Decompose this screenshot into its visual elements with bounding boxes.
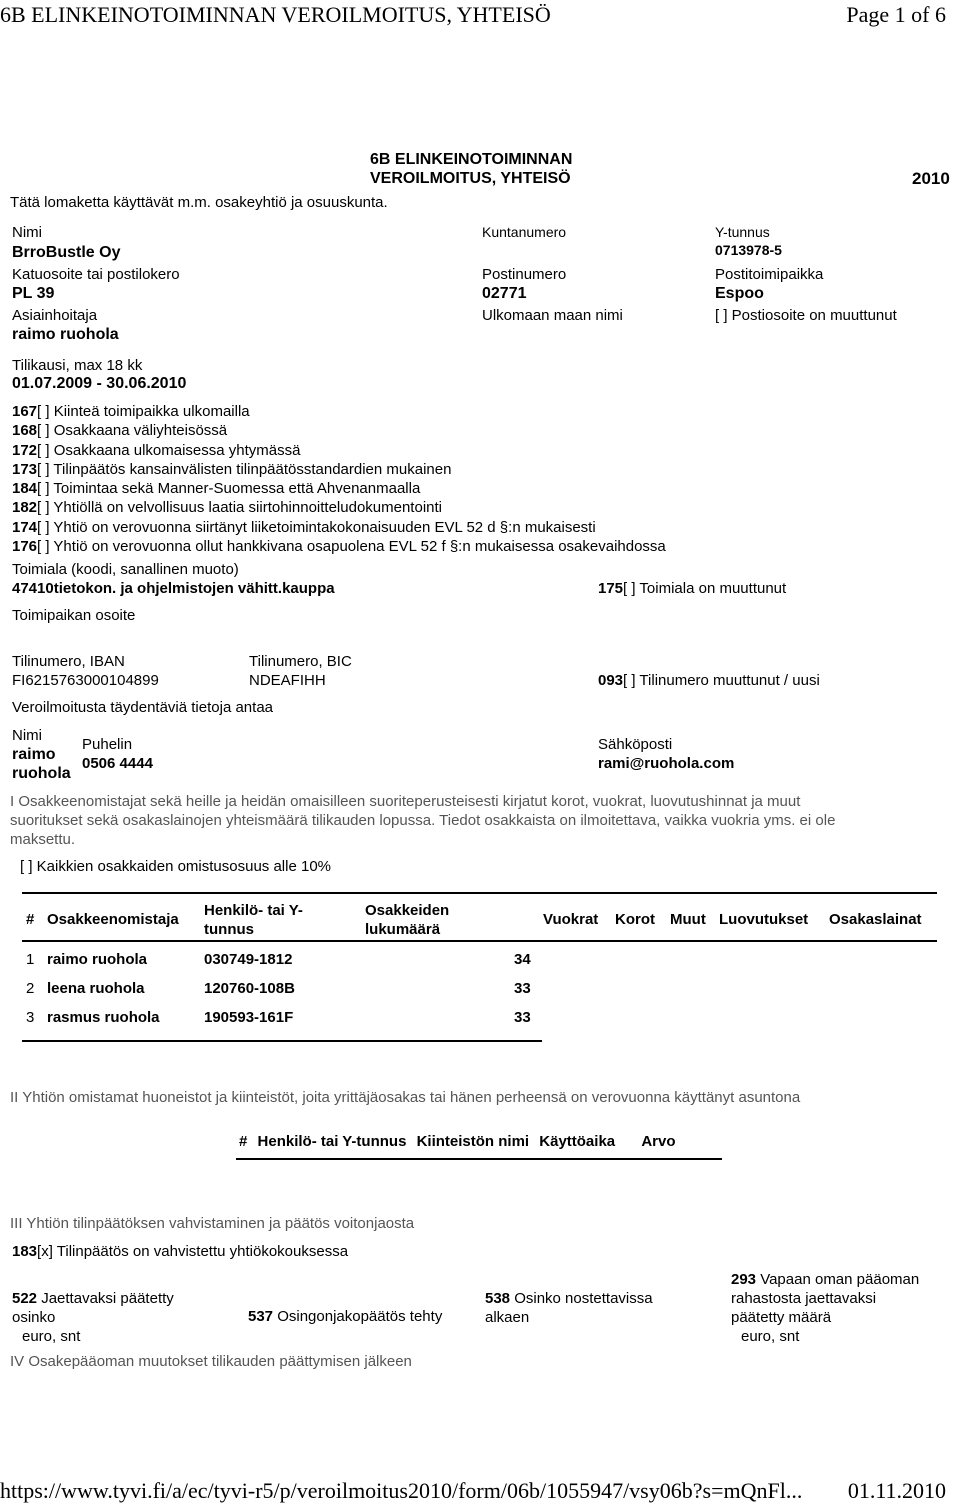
iban-value: FI6215763000104899 (12, 672, 159, 689)
section2-rule (236, 1158, 722, 1160)
col-transfers: Luovutukset (719, 911, 809, 928)
check-item[interactable]: 184[ ] Toimintaa sekä Manner-Suomessa että Ahvenanmaalla (12, 480, 421, 498)
industry-label: Toimiala (koodi, sanallinen muoto) (12, 561, 239, 578)
ytunnus-label: Y-tunnus (715, 224, 770, 240)
footer-url: https://www.tyvi.fi/a/ec/tyvi-r5/p/veroilmoitus2010/form/06b/1055947/vsy06b?s=mQnFl... (0, 1478, 803, 1503)
check-item[interactable]: 182[ ] Yhtiöllä on velvollisuus laatia siirtohinnoitteludokumentointi (12, 499, 442, 517)
phone-value: 0506 4444 (82, 755, 153, 772)
check-item[interactable]: 167[ ] Kiinteä toimipaikka ulkomailla (12, 403, 250, 420)
col-use: Käyttöaika (539, 1133, 616, 1150)
col-num: # (239, 1133, 248, 1150)
page-indicator: Page 1 of 6 (846, 2, 946, 27)
contact-name-label: Nimi (12, 727, 42, 744)
office-address-label: Toimipaikan osoite (12, 607, 136, 624)
contact-info-heading: Veroilmoitusta täydentäviä tietoja antaa (12, 699, 273, 716)
col-property: Kiinteistön nimi (416, 1133, 530, 1150)
col-num: # (26, 911, 35, 928)
industry-value: 47410tietokon. ja ohjelmistojen vähitt.kauppa (12, 580, 335, 597)
check-item[interactable]: 168[ ] Osakkaana väliyhteisössä (12, 422, 228, 440)
table-bottom-rule (22, 1040, 542, 1042)
form-title (370, 150, 572, 188)
field-537: 537 Osingonjakopäätös tehty (248, 1308, 443, 1325)
check-item[interactable]: 172[ ] Osakkaana ulkomaisessa yhtymässä (12, 441, 301, 459)
col-loans: Osakaslainat (829, 911, 922, 928)
postal-label: Postinumero (482, 266, 567, 283)
check-item[interactable]: 173[ ] Tilinpäätös kansainvälisten tilinpäätösstandardien mukainen (12, 460, 452, 478)
iban-label: Tilinumero, IBAN (12, 653, 125, 670)
col-value: Arvo (641, 1133, 676, 1150)
contact-value: raimo ruohola (12, 326, 119, 343)
postal-value: 02771 (482, 285, 527, 302)
municipality-label: Kuntanumero (482, 224, 567, 240)
check-item[interactable]: 176[ ] Yhtiö on verovuonna ollut hankkivana osapuolena EVL 52 f §:n mukaisessa osakevaihdossa (12, 538, 666, 556)
field-522: 522 Jaettavaksi päätetty osinko euro, snt (12, 1290, 174, 1345)
address-value: PL 39 (12, 285, 55, 302)
field-293: 293 Vapaan oman pääoman rahastosta jaettavaksi päätetty määrä euro, snt (731, 1271, 920, 1345)
col-interest: Korot (615, 911, 655, 928)
company-name: BrroBustle Oy (12, 244, 121, 261)
section4-text: IV Osakepääoman muutokset tilikauden päättymisen jälkeen (10, 1353, 412, 1370)
section2-text: II Yhtiön omistamat huoneistot ja kiinteistöt, joita yrittäjäosakas tai hänen perheensä on verovuonna käyttänyt asuntona (10, 1089, 801, 1106)
footer-date: 01.11.2010 (847, 1478, 946, 1503)
col-other: Muut (670, 911, 706, 928)
checkbox-list (12, 402, 666, 556)
field-538: 538 Osinko nostettavissa alkaen (485, 1290, 653, 1326)
ytunnus-value: 0713978-5 (715, 242, 782, 258)
name-label: Nimi (12, 224, 42, 241)
section1-text: I Osakkeenomistajat sekä heille ja heidän omaisilleen suoriteperusteisesti kirjatut korot, vuokrat, luovutushinnat ja muut suoritukset sekä osakaslainojen yhteismäärä tilikauden lopussa. Tiedot osakkaista on ilmoitettava, vaikka vuokria yms. ei ole maksettu. (10, 793, 836, 848)
email-label: Sähköposti (598, 736, 673, 753)
section2-headers (239, 1133, 676, 1150)
table-top-rule (22, 892, 937, 894)
col-owner: Osakkeenomistaja (47, 911, 179, 928)
form-intro: Tätä lomaketta käyttävät m.m. osakeyhtiö ja osuuskunta. (10, 194, 388, 211)
contact-label: Asiainhoitaja (12, 307, 98, 324)
form-title-line1: 6B ELINKEINOTOIMINNAN (370, 151, 573, 168)
confirmed-checkbox[interactable]: 183[x] Tilinpäätös on vahvistettu yhtiökokouksessa (12, 1243, 349, 1260)
form-year: 2010 (912, 169, 950, 188)
bic-value: NDEAFIHH (249, 672, 326, 689)
account-changed-checkbox[interactable]: 093[ ] Tilinumero muuttunut / uusi (598, 672, 820, 689)
col-id: Henkilö- tai Y- tunnus (204, 902, 303, 938)
col-rents: Vuokrat (543, 911, 599, 928)
check-item[interactable]: 174[ ] Yhtiö on verovuonna siirtänyt liiketoimintakokonaisuuden EVL 52 d §:n mukaisesti (12, 518, 596, 536)
all-under-10-checkbox[interactable]: [ ] Kaikkien osakkaiden omistusosuus alle 10% (20, 858, 332, 875)
section3-text: III Yhtiön tilinpäätöksen vahvistaminen ja päätös voitonjaosta (10, 1215, 415, 1232)
address-changed-checkbox[interactable]: [ ] Postiosoite on muuttunut (715, 307, 897, 324)
print-header-title: 6B ELINKEINOTOIMINNAN VEROILMOITUS, YHTEISÖ (0, 2, 551, 27)
form-title-line2: VEROILMOITUS, YHTEISÖ (370, 170, 571, 187)
col-shares: Osakkeiden lukumäärä (365, 902, 450, 938)
table-header-rule (22, 940, 937, 942)
period-value: 01.07.2009 - 30.06.2010 (12, 375, 187, 392)
phone-label: Puhelin (82, 736, 133, 753)
period-label: Tilikausi, max 18 kk (12, 357, 143, 374)
col-id: Henkilö- tai Y-tunnus (257, 1133, 407, 1150)
city-label: Postitoimipaikka (715, 266, 824, 283)
email-value: rami@ruohola.com (598, 755, 735, 772)
address-label: Katuosoite tai postilokero (12, 266, 180, 283)
contact-name-value: raimo ruohola (12, 746, 71, 782)
foreign-country-label: Ulkomaan maan nimi (482, 307, 623, 324)
city-value: Espoo (715, 285, 764, 302)
industry-changed-checkbox[interactable]: 175[ ] Toimiala on muuttunut (598, 580, 787, 597)
bic-label: Tilinumero, BIC (249, 653, 352, 670)
